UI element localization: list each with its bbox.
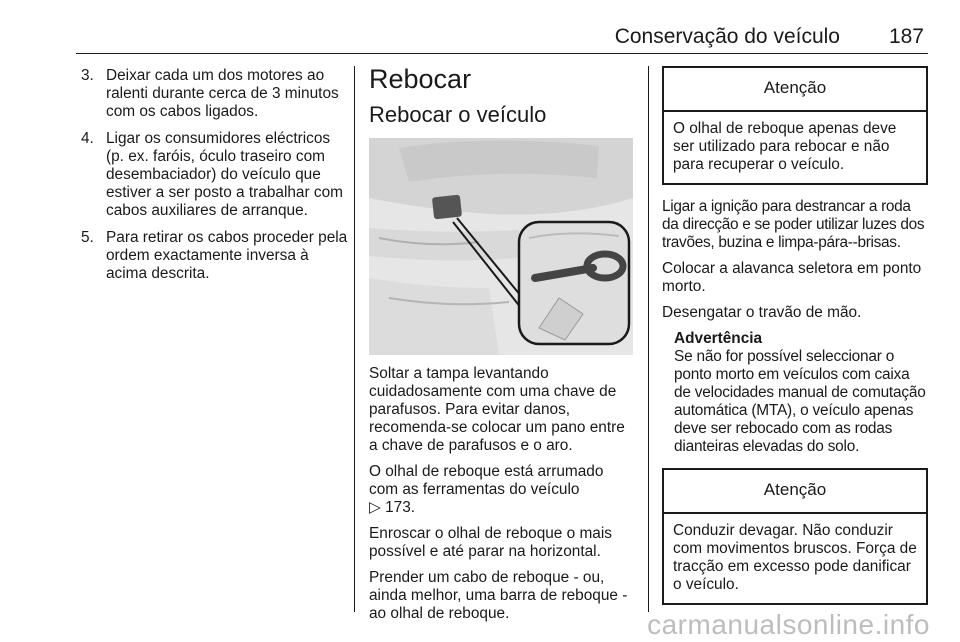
paragraph-text: O olhal de reboque está arrumado com as ferramentas do veículo <box>369 463 604 498</box>
chapter-title: Conservação do veículo <box>614 25 840 48</box>
paragraph: Prender um cabo de reboque - ou, ainda melhor, uma barra de reboque - ao olhal de reboque. <box>369 569 628 622</box>
page-ref-arrow-icon: ▷ <box>369 499 381 516</box>
step-text: Deixar cada um dos motores ao ralenti durante cerca de 3 minutos com os cabos ligados. <box>106 67 339 120</box>
column-divider-left <box>354 66 355 612</box>
steps-list <box>78 67 348 283</box>
attention-body: Conduzir devagar. Não conduzir com movimentos bruscos. Força de tracção em excesso pode danificar o veículo. <box>673 522 917 593</box>
step-text: Ligar os consumidores eléctricos (p. ex. faróis, óculo traseiro com desembaciador) do veículo que estiver a ser posto a trabalhar com cabos auxiliares de arranque. <box>106 130 343 219</box>
column-divider-right <box>648 66 649 612</box>
step-item <box>78 67 348 121</box>
attention-title: Atenção <box>664 68 926 112</box>
tow-eye-illustration <box>369 138 633 355</box>
paragraph: Enroscar o olhal de reboque o mais possível e até parar na horizontal. <box>369 525 612 560</box>
watermark: carmanualsonline.info <box>647 609 930 640</box>
page-reference[interactable]: 173. <box>385 499 416 516</box>
step-item <box>78 229 348 283</box>
warning-body: Se não for possível seleccionar o ponto morto em veículos com caixa de velocidades manual de comutação automática (MTA), o veículo apenas deve ser rebocado com as rodas dianteiras elevadas do solo. <box>674 348 926 455</box>
right-column <box>662 66 928 605</box>
section-title: Rebocar <box>369 64 472 94</box>
middle-column <box>369 64 635 128</box>
page-header <box>76 26 928 48</box>
attention-box <box>662 468 928 605</box>
page-number: 187 <box>888 25 924 48</box>
step-text: Para retirar os cabos proceder pela ordem exactamente inversa à acima descrita. <box>106 229 348 282</box>
paragraph <box>369 463 635 517</box>
step-item <box>78 130 348 220</box>
step-number: 3. <box>81 67 94 84</box>
warning-title: Advertência <box>674 330 763 347</box>
attention-box <box>662 66 928 185</box>
attention-title: Atenção <box>664 470 926 514</box>
step-number: 5. <box>81 229 94 246</box>
middle-column-text <box>369 365 635 631</box>
warning-block <box>662 330 928 456</box>
attention-body: O olhal de reboque apenas deve ser utilizado para rebocar e não para recuperar o veículo. <box>673 120 897 173</box>
paragraph: Colocar a alavanca seletora em ponto morto. <box>662 260 922 295</box>
step-number: 4. <box>81 130 94 147</box>
subsection-title: Rebocar o veículo <box>369 102 547 127</box>
header-rule <box>76 53 928 54</box>
left-column <box>78 67 348 292</box>
paragraph: Desengatar o travão de mão. <box>662 304 862 321</box>
paragraph: Soltar a tampa levantando cuidadosamente com uma chave de parafusos. Para evitar danos, recomenda-se colocar um pano entre a chave de parafusos e o aro. <box>369 365 625 454</box>
paragraph: Ligar a ignição para destrancar a roda da direcção e se poder utilizar luzes dos travões, buzina e limpa-pára--brisas. <box>662 198 925 251</box>
